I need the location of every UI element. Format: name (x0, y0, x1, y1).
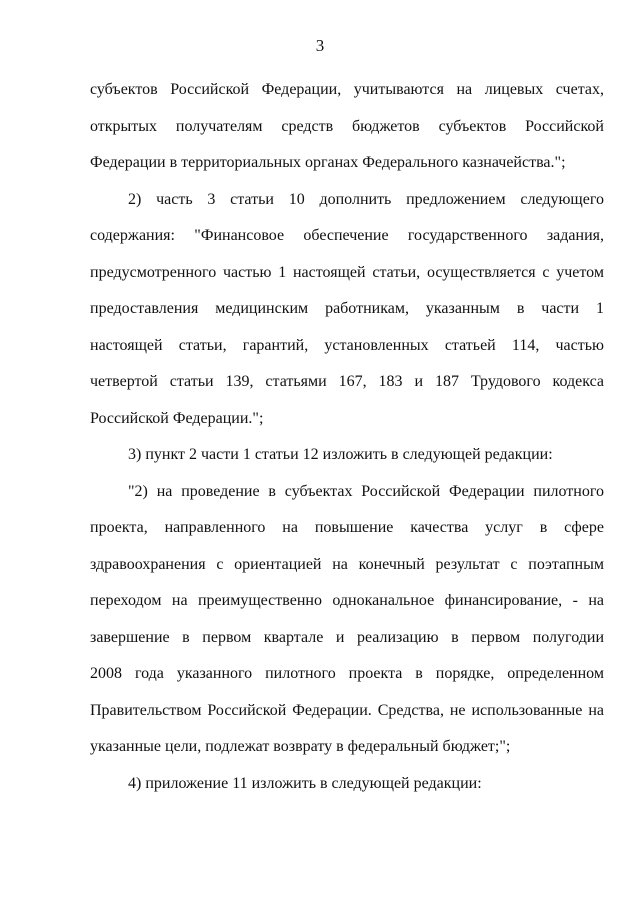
text-line: Правительством Российской Федерации. Средства, не использованные на (90, 701, 604, 719)
text-line: Федерации в территориальных органах Федерального казначейства."; (90, 154, 566, 171)
text-line: предоставления медицинским работникам, указанным в части 1 (90, 300, 604, 317)
paragraph-5 (90, 766, 604, 803)
paragraph-3 (90, 437, 604, 474)
text-line: переходом на преимущественно одноканальное финансирование, - на (90, 592, 604, 609)
paragraph-4 (90, 474, 604, 766)
document-body (90, 72, 604, 802)
text-line: четвертой статьи 139, статьями 167, 183 и 187 Трудового кодекса (90, 373, 604, 390)
paragraph-1 (90, 72, 604, 182)
text-line: указанные цели, подлежат возврату в федеральный бюджет;"; (90, 738, 511, 755)
text-line: 3) пункт 2 части 1 статьи 12 изложить в следующей редакции: (128, 446, 553, 463)
text-line: настоящей статьи, гарантий, установленных статьей 114, частью (90, 336, 604, 354)
text-line: Российской Федерации."; (90, 409, 264, 427)
paragraph-2 (90, 182, 604, 438)
text-line: 2008 года указанного пилотного проекта в порядке, определенном (90, 665, 604, 682)
text-line: здравоохранения с ориентацией на конечный результат с поэтапным (90, 555, 604, 573)
text-line: проекта, направленного на повышение качества услуг в сфере (90, 519, 604, 536)
text-line: содержания: "Финансовое обеспечение государственного задания, (90, 227, 604, 244)
text-line: открытых получателям средств бюджетов субъектов Российской (90, 117, 604, 135)
text-line: 4) приложение 11 изложить в следующей редакции: (128, 774, 482, 792)
text-line: завершение в первом квартале и реализацию в первом полугодии (90, 628, 604, 646)
text-line: субъектов Российской Федерации, учитываются на лицевых счетах, (90, 81, 604, 98)
page-number: 3 (315, 36, 325, 55)
text-line: предусмотренного частью 1 настоящей статьи, осуществляется с учетом (90, 263, 604, 281)
text-line: 2) часть 3 статьи 10 дополнить предложением следующего (128, 190, 604, 208)
text-line: "2) на проведение в субъектах Российской Федерации пилотного (128, 482, 604, 500)
